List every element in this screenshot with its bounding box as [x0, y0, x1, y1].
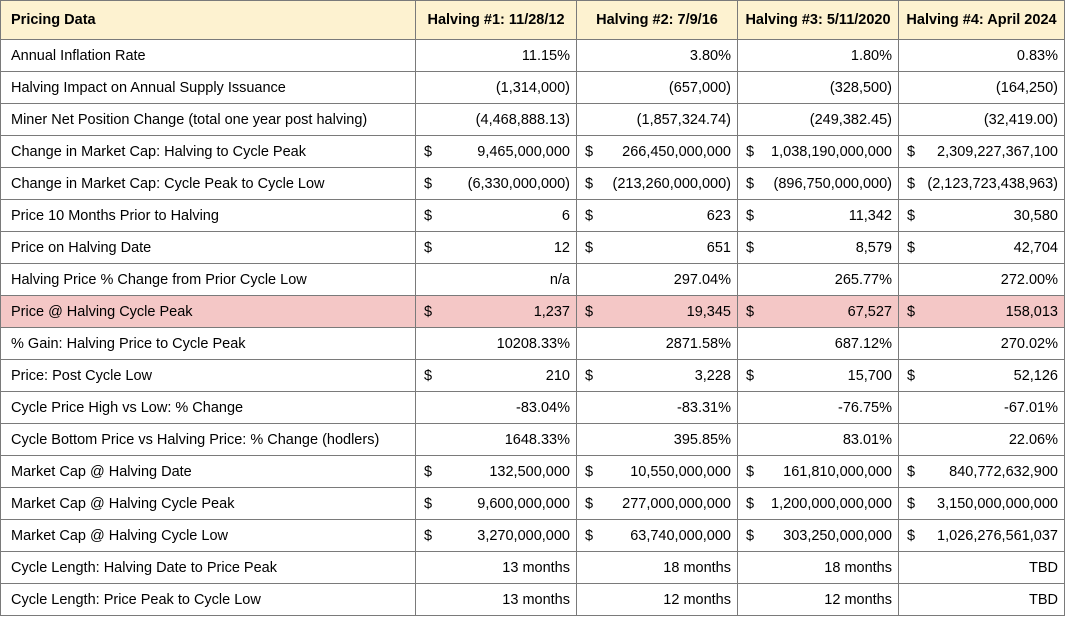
currency-symbol: $: [585, 175, 594, 192]
currency-symbol: $: [424, 463, 433, 480]
cell-value: 11,342: [848, 207, 892, 224]
cell-value: 63,740,000,000: [630, 527, 731, 544]
cell-value: 10208.33%: [496, 335, 570, 352]
currency-symbol: $: [424, 303, 433, 320]
cell-value: 395.85%: [673, 431, 731, 448]
value-cell[interactable]: [738, 136, 899, 168]
currency-symbol: $: [424, 143, 433, 160]
table-row: [1, 200, 1065, 232]
value-cell[interactable]: [577, 104, 738, 136]
table-row: [1, 168, 1065, 200]
cell-value: (1,857,324.74): [636, 111, 731, 128]
value-cell[interactable]: [738, 200, 899, 232]
cell-value: 30,580: [1013, 207, 1058, 224]
currency-symbol: $: [907, 303, 916, 320]
cell-value: (1,314,000): [495, 79, 570, 96]
table-row: [1, 72, 1065, 104]
cell-value: 52,126: [1013, 367, 1058, 384]
cell-value: 651: [706, 239, 731, 256]
currency-symbol: $: [585, 303, 594, 320]
value-cell[interactable]: [416, 168, 577, 200]
row-label-cell[interactable]: Price: Post Cycle Low: [1, 360, 416, 392]
row-label-cell[interactable]: Change in Market Cap: Halving to Cycle Peak: [1, 136, 416, 168]
row-label-cell[interactable]: Price 10 Months Prior to Halving: [1, 200, 416, 232]
cell-value: 9,600,000,000: [477, 495, 570, 512]
table-row: [1, 264, 1065, 296]
cell-value: 22.06%: [1008, 431, 1058, 448]
cell-value: 270.02%: [1000, 335, 1058, 352]
value-cell[interactable]: [416, 392, 577, 424]
cell-value: 12: [553, 239, 570, 256]
table-row: [1, 104, 1065, 136]
value-cell[interactable]: [899, 424, 1065, 456]
value-cell[interactable]: [416, 296, 577, 328]
currency-symbol: $: [907, 175, 916, 192]
cell-value: 18 months: [824, 559, 892, 576]
row-label-cell[interactable]: Halving Impact on Annual Supply Issuance: [1, 72, 416, 104]
value-cell[interactable]: [738, 392, 899, 424]
value-cell[interactable]: [577, 520, 738, 552]
value-cell[interactable]: [738, 488, 899, 520]
row-label-cell[interactable]: % Gain: Halving Price to Cycle Peak: [1, 328, 416, 360]
value-cell[interactable]: [577, 72, 738, 104]
cell-value: -76.75%: [837, 399, 892, 416]
cell-value: (328,500): [829, 79, 892, 96]
row-label-cell[interactable]: Cycle Bottom Price vs Halving Price: % Change (hodlers): [1, 424, 416, 456]
value-cell[interactable]: [899, 104, 1065, 136]
value-cell[interactable]: [577, 456, 738, 488]
cell-value: (657,000): [668, 79, 731, 96]
currency-symbol: $: [585, 239, 594, 256]
value-cell[interactable]: [416, 104, 577, 136]
cell-value: -83.31%: [676, 399, 731, 416]
cell-value: n/a: [549, 271, 570, 288]
currency-symbol: $: [746, 143, 755, 160]
cell-value: 13 months: [502, 559, 570, 576]
currency-symbol: $: [746, 367, 755, 384]
cell-value: 265.77%: [834, 271, 892, 288]
cell-value: 9,465,000,000: [477, 143, 570, 160]
currency-symbol: $: [746, 175, 755, 192]
value-cell[interactable]: [577, 552, 738, 584]
currency-symbol: $: [907, 367, 916, 384]
cell-value: 13 months: [502, 591, 570, 608]
value-cell[interactable]: [416, 264, 577, 296]
value-cell[interactable]: [416, 360, 577, 392]
value-cell[interactable]: [577, 264, 738, 296]
cell-value: 2871.58%: [665, 335, 731, 352]
cell-value: 10,550,000,000: [630, 463, 731, 480]
value-cell[interactable]: [738, 104, 899, 136]
value-cell[interactable]: [738, 584, 899, 616]
cell-value: -83.04%: [515, 399, 570, 416]
currency-symbol: $: [424, 175, 433, 192]
row-label-cell[interactable]: Halving Price % Change from Prior Cycle Low: [1, 264, 416, 296]
value-cell[interactable]: [416, 552, 577, 584]
cell-value: 3.80%: [689, 47, 731, 64]
value-cell[interactable]: [899, 136, 1065, 168]
value-cell[interactable]: [738, 328, 899, 360]
row-label-cell[interactable]: Change in Market Cap: Cycle Peak to Cycle Low: [1, 168, 416, 200]
currency-symbol: $: [585, 367, 594, 384]
cell-value: 266,450,000,000: [622, 143, 731, 160]
cell-value: -67.01%: [1003, 399, 1058, 416]
value-cell[interactable]: [899, 520, 1065, 552]
cell-value: 15,700: [847, 367, 892, 384]
currency-symbol: $: [746, 207, 755, 224]
value-cell[interactable]: [899, 456, 1065, 488]
value-cell[interactable]: [738, 360, 899, 392]
cell-value: (4,468,888.13): [475, 111, 570, 128]
value-cell[interactable]: [899, 40, 1065, 72]
table-row: [1, 40, 1065, 72]
currency-symbol: $: [585, 527, 594, 544]
cell-value: 161,810,000,000: [783, 463, 892, 480]
currency-symbol: $: [907, 495, 916, 512]
table-row: [1, 232, 1065, 264]
cell-value: (6,330,000,000): [467, 175, 570, 192]
value-cell[interactable]: [899, 72, 1065, 104]
row-label-cell[interactable]: Market Cap @ Halving Cycle Low: [1, 520, 416, 552]
value-cell[interactable]: [738, 232, 899, 264]
currency-symbol: $: [585, 207, 594, 224]
value-cell[interactable]: [738, 424, 899, 456]
cell-value: 1,237: [533, 303, 570, 320]
value-cell[interactable]: [738, 72, 899, 104]
table-row: [1, 360, 1065, 392]
value-cell[interactable]: [738, 552, 899, 584]
cell-value: 303,250,000,000: [783, 527, 892, 544]
value-cell[interactable]: [577, 488, 738, 520]
currency-symbol: $: [585, 495, 594, 512]
value-cell[interactable]: [738, 520, 899, 552]
row-label-cell[interactable]: Price @ Halving Cycle Peak: [1, 296, 416, 328]
currency-symbol: $: [746, 495, 755, 512]
cell-value: (896,750,000,000): [773, 175, 892, 192]
cell-value: 277,000,000,000: [622, 495, 731, 512]
value-cell[interactable]: [899, 168, 1065, 200]
cell-value: 18 months: [663, 559, 731, 576]
value-cell[interactable]: [416, 584, 577, 616]
cell-value: 132,500,000: [489, 463, 570, 480]
currency-symbol: $: [907, 143, 916, 160]
cell-value: 83.01%: [842, 431, 892, 448]
cell-value: 2,309,227,367,100: [937, 143, 1058, 160]
table-row: [1, 584, 1065, 616]
value-cell[interactable]: [899, 360, 1065, 392]
header-halving-3[interactable]: Halving #3: 5/11/2020: [738, 1, 899, 40]
cell-value: 11.15%: [521, 47, 570, 64]
value-cell[interactable]: [899, 232, 1065, 264]
table-row: [1, 456, 1065, 488]
currency-symbol: $: [585, 143, 594, 160]
row-label-cell[interactable]: Cycle Length: Halving Date to Price Peak: [1, 552, 416, 584]
table-row: [1, 296, 1065, 328]
cell-value: 210: [545, 367, 570, 384]
currency-symbol: $: [746, 463, 755, 480]
header-row: [1, 1, 1065, 40]
row-label-cell[interactable]: Miner Net Position Change (total one year post halving): [1, 104, 416, 136]
cell-value: 3,270,000,000: [477, 527, 570, 544]
value-cell[interactable]: [416, 424, 577, 456]
value-cell[interactable]: [738, 264, 899, 296]
value-cell[interactable]: [416, 40, 577, 72]
row-label-cell[interactable]: Annual Inflation Rate: [1, 40, 416, 72]
header-halving-4[interactable]: Halving #4: April 2024: [899, 1, 1065, 40]
header-label-cell[interactable]: Pricing Data: [1, 1, 416, 40]
currency-symbol: $: [746, 303, 755, 320]
value-cell[interactable]: [577, 584, 738, 616]
value-cell[interactable]: [416, 200, 577, 232]
value-cell[interactable]: [899, 584, 1065, 616]
value-cell[interactable]: [899, 392, 1065, 424]
currency-symbol: $: [424, 207, 433, 224]
value-cell[interactable]: [577, 168, 738, 200]
currency-symbol: $: [424, 527, 433, 544]
table-row: [1, 424, 1065, 456]
table-row: [1, 552, 1065, 584]
cell-value: 1648.33%: [504, 431, 570, 448]
cell-value: (249,382.45): [809, 111, 892, 128]
cell-value: 1,026,276,561,037: [937, 527, 1058, 544]
value-cell[interactable]: [738, 40, 899, 72]
cell-value: 3,228: [694, 367, 731, 384]
currency-symbol: $: [746, 527, 755, 544]
cell-value: 67,527: [847, 303, 892, 320]
value-cell[interactable]: [577, 360, 738, 392]
cell-value: 6: [561, 207, 570, 224]
value-cell[interactable]: [416, 456, 577, 488]
cell-value: 0.83%: [1016, 47, 1058, 64]
table-row: [1, 392, 1065, 424]
currency-symbol: $: [424, 367, 433, 384]
currency-symbol: $: [907, 463, 916, 480]
value-cell[interactable]: [738, 168, 899, 200]
cell-value: 19,345: [686, 303, 731, 320]
value-cell[interactable]: [899, 200, 1065, 232]
value-cell[interactable]: [416, 136, 577, 168]
cell-value: 42,704: [1013, 239, 1058, 256]
header-halving-1[interactable]: Halving #1: 11/28/12: [416, 1, 577, 40]
value-cell[interactable]: [416, 72, 577, 104]
value-cell[interactable]: [416, 488, 577, 520]
value-cell[interactable]: [899, 328, 1065, 360]
value-cell[interactable]: [577, 136, 738, 168]
cell-value: 1,038,190,000,000: [771, 143, 892, 160]
value-cell[interactable]: [899, 488, 1065, 520]
row-label-cell[interactable]: Cycle Price High vs Low: % Change: [1, 392, 416, 424]
cell-value: 272.00%: [1000, 271, 1058, 288]
value-cell[interactable]: [738, 456, 899, 488]
table-row: [1, 136, 1065, 168]
table-row: [1, 328, 1065, 360]
row-label-cell[interactable]: Price on Halving Date: [1, 232, 416, 264]
value-cell[interactable]: [899, 296, 1065, 328]
cell-value: (2,123,723,438,963): [927, 175, 1058, 192]
cell-value: 12 months: [824, 591, 892, 608]
currency-symbol: $: [424, 495, 433, 512]
table-body: [1, 1, 1065, 616]
value-cell[interactable]: [416, 520, 577, 552]
cell-value: 1.80%: [850, 47, 892, 64]
value-cell[interactable]: [416, 232, 577, 264]
value-cell[interactable]: [577, 328, 738, 360]
currency-symbol: $: [907, 239, 916, 256]
value-cell[interactable]: [577, 232, 738, 264]
cell-value: TBD: [1029, 591, 1058, 608]
row-label-cell[interactable]: Cycle Length: Price Peak to Cycle Low: [1, 584, 416, 616]
currency-symbol: $: [746, 239, 755, 256]
cell-value: 840,772,632,900: [949, 463, 1058, 480]
value-cell[interactable]: [899, 264, 1065, 296]
cell-value: 3,150,000,000,000: [937, 495, 1058, 512]
cell-value: 623: [706, 207, 731, 224]
value-cell[interactable]: [577, 296, 738, 328]
value-cell[interactable]: [738, 296, 899, 328]
value-cell[interactable]: [577, 40, 738, 72]
cell-value: 687.12%: [834, 335, 892, 352]
value-cell[interactable]: [577, 424, 738, 456]
cell-value: 158,013: [1005, 303, 1058, 320]
value-cell[interactable]: [577, 200, 738, 232]
currency-symbol: $: [907, 527, 916, 544]
cell-value: (32,419.00): [983, 111, 1058, 128]
row-label-cell[interactable]: Market Cap @ Halving Date: [1, 456, 416, 488]
cell-value: 297.04%: [673, 271, 731, 288]
currency-symbol: $: [585, 463, 594, 480]
cell-value: 12 months: [663, 591, 731, 608]
cell-value: (164,250): [995, 79, 1058, 96]
cell-value: (213,260,000,000): [612, 175, 731, 192]
cell-value: 1,200,000,000,000: [771, 495, 892, 512]
table-row: [1, 520, 1065, 552]
value-cell[interactable]: [899, 552, 1065, 584]
currency-symbol: $: [424, 239, 433, 256]
value-cell[interactable]: [577, 392, 738, 424]
cell-value: 8,579: [855, 239, 892, 256]
currency-symbol: $: [907, 207, 916, 224]
value-cell[interactable]: [416, 328, 577, 360]
header-halving-2[interactable]: Halving #2: 7/9/16: [577, 1, 738, 40]
cell-value: TBD: [1029, 559, 1058, 576]
row-label-cell[interactable]: Market Cap @ Halving Cycle Peak: [1, 488, 416, 520]
table-row: [1, 488, 1065, 520]
